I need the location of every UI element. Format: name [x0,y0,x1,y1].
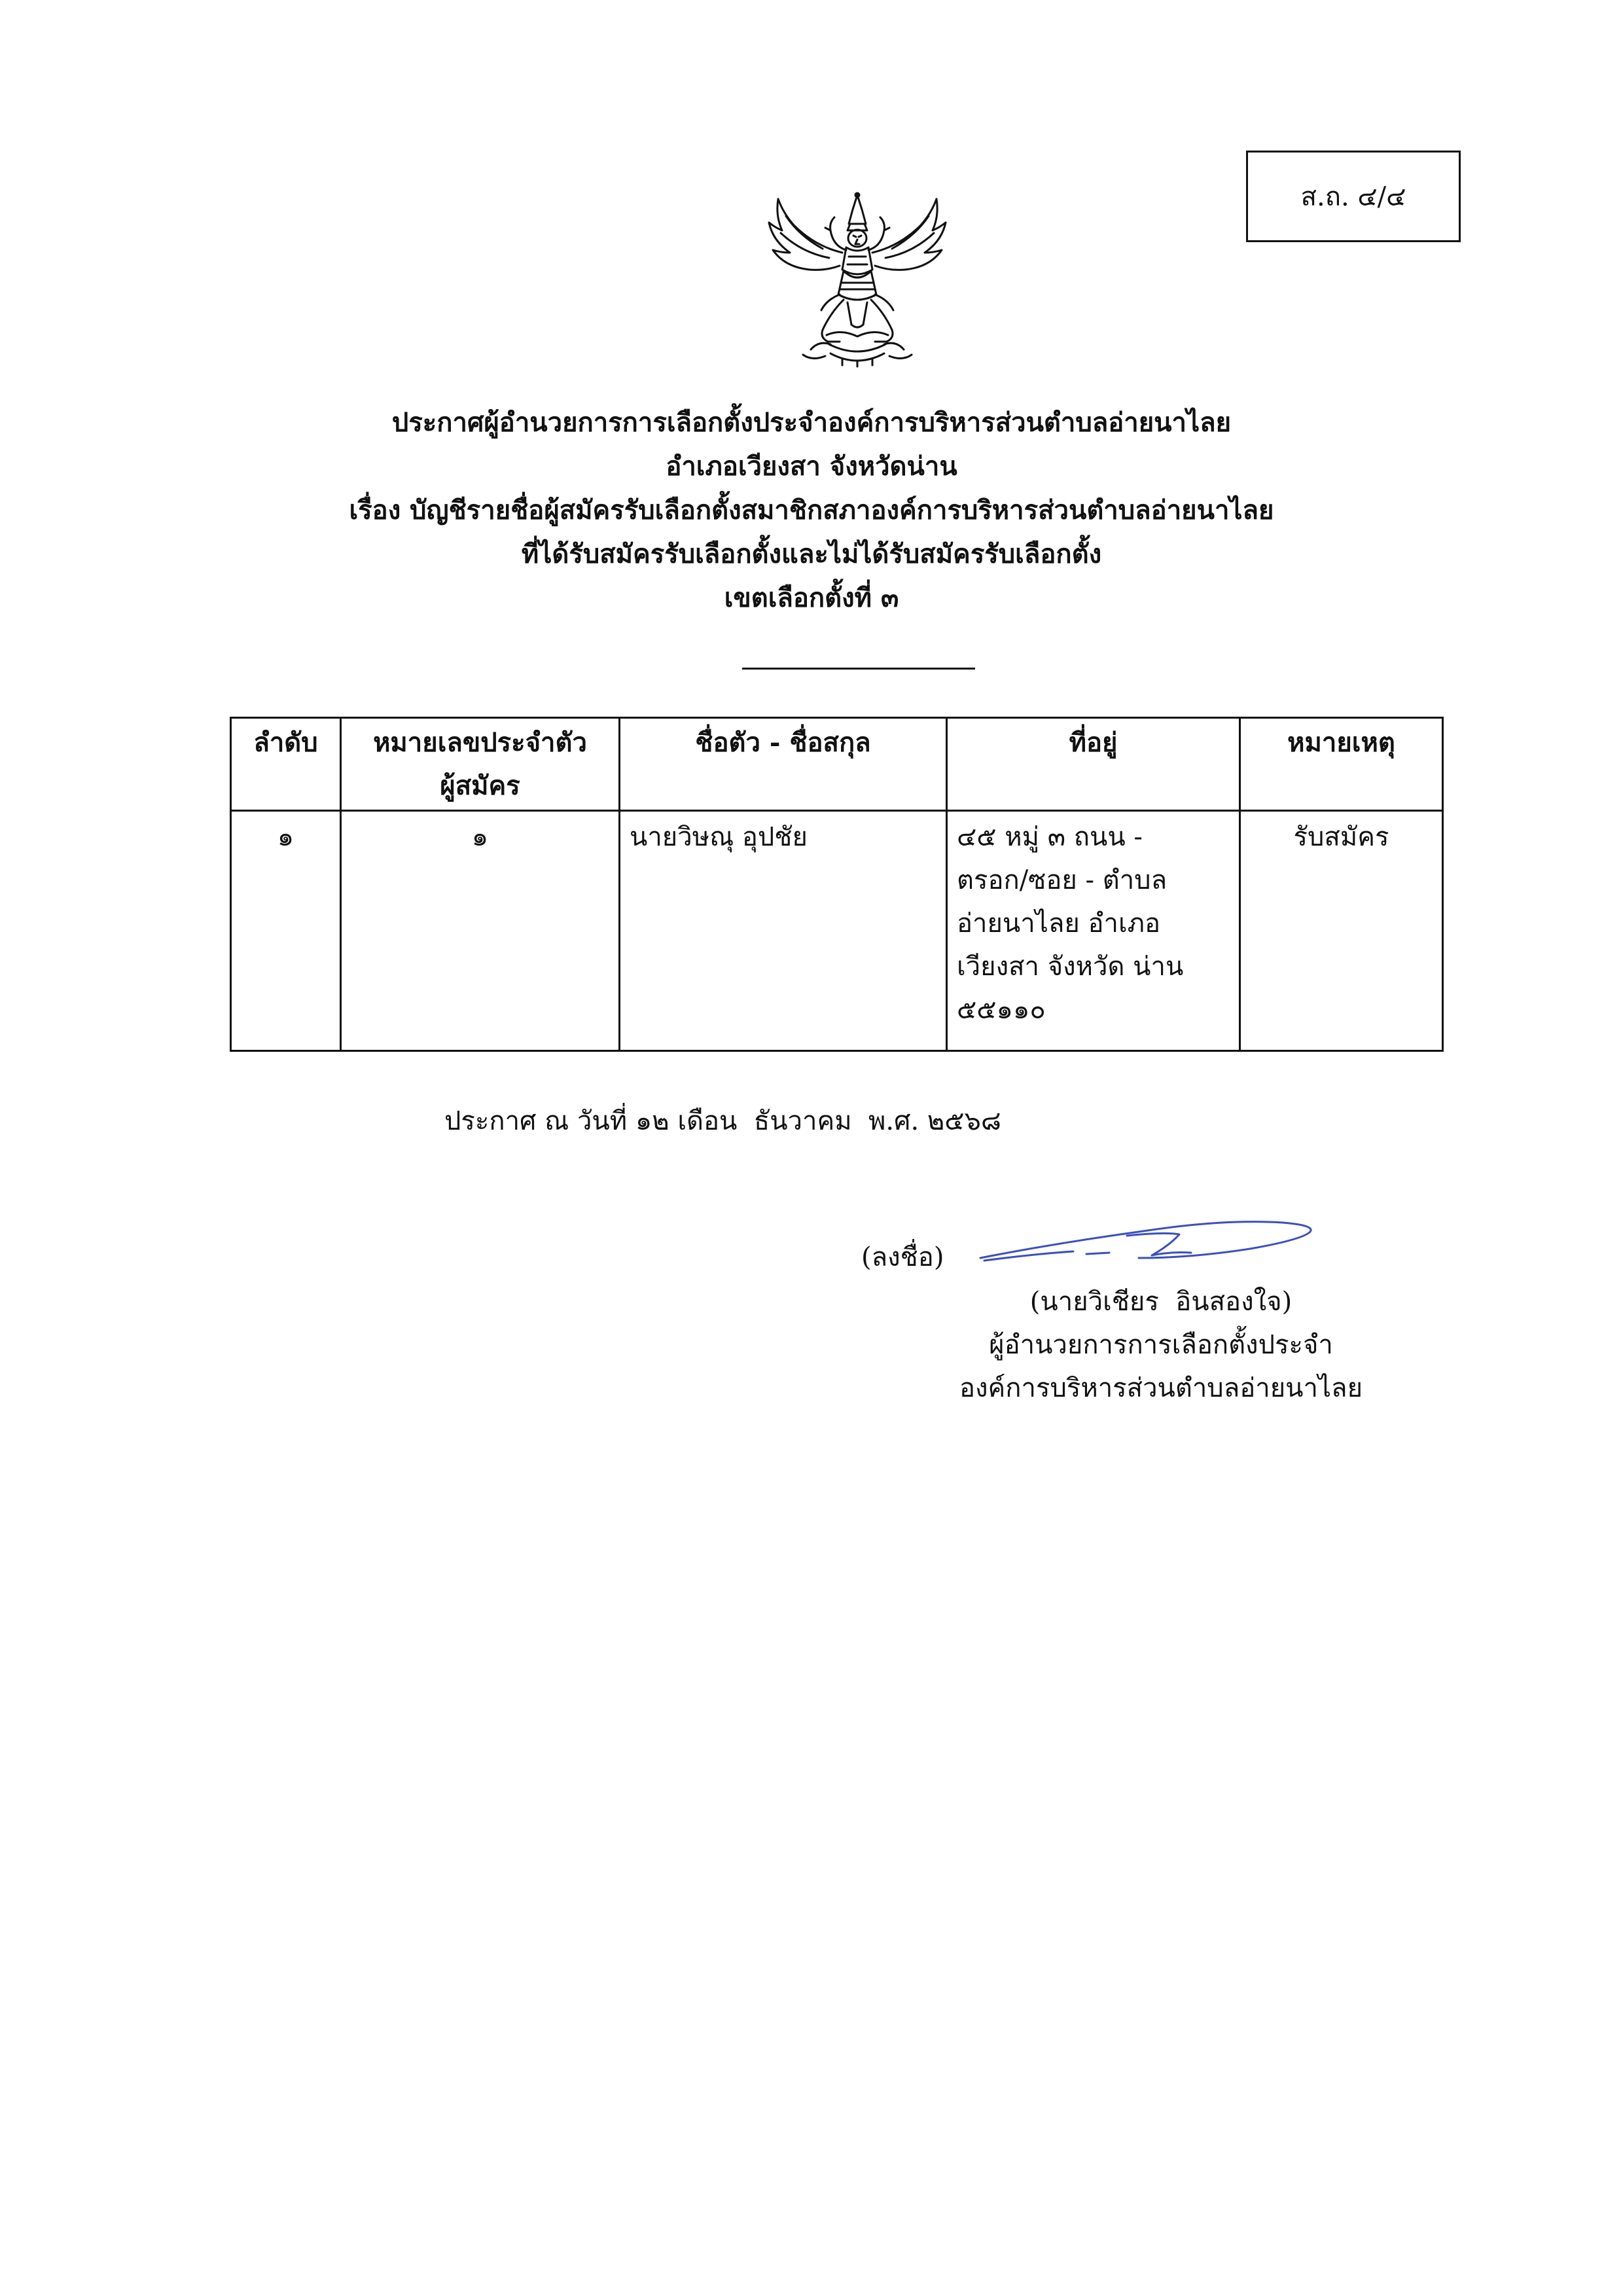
form-code-box [1246,151,1461,242]
header-address: ที่อยู่ [947,718,1240,811]
address-line: ๔๕ หมู่ ๓ ถนน - [957,822,1143,852]
signer-name: (นายวิเชียร อินสองใจ) [1029,1287,1293,1317]
table-header-row [231,718,1443,811]
cell-name: นายวิษณุ อุปชัย [620,811,947,1051]
announcement-heading [249,401,1374,620]
heading-divider [742,668,975,670]
heading-line-1: ประกาศผู้อำนวยการการเลือกตั้งประจำองค์การบริหารส่วนตำบลอ่ายนาไลย [391,407,1232,438]
signer-block [919,1280,1403,1410]
signature-label: (ลงชื่อ) [861,1242,944,1272]
heading-line-2: อำเภอเวียงสา จังหวัดน่าน [666,451,957,482]
address-line: เวียงสา จังหวัด น่าน [957,952,1184,982]
table-row [231,811,1443,1051]
heading-line-5: เขตเลือกตั้งที่ ๓ [724,583,899,613]
address-line: ๕๕๑๑๐ [957,995,1046,1025]
garuda-emblem-icon [762,190,952,368]
heading-line-3: เรื่อง บัญชีรายชื่อผู้สมัครรับเลือกตั้งสมาชิกสภาองค์การบริหารส่วนตำบลอ่ายนาไลย [349,495,1274,526]
header-candidate-number [341,718,620,811]
candidate-table [230,717,1444,1052]
cell-candidate-number: ๑ [341,811,620,1051]
cell-order: ๑ [231,811,341,1051]
header-order: ลำดับ [231,718,341,811]
header-remark: หมายเหตุ [1240,718,1443,811]
cell-remark: รับสมัคร [1240,811,1443,1051]
signer-position-line-2: องค์การบริหารส่วนตำบลอ่ายนาไลย [959,1373,1363,1403]
header-candidate-number-line-2: ผู้สมัคร [440,770,520,801]
header-candidate-number-line-1: หมายเลขประจำตัว [373,727,587,758]
handwritten-signature-icon [975,1206,1319,1278]
signer-position-line-1: ผู้อำนวยการการเลือกตั้งประจำ [989,1330,1333,1360]
cell-address [947,811,1240,1051]
announcement-date: ประกาศ ณ วันที่ ๑๒ เดือน ธันวาคม พ.ศ. ๒๕๖๘ [444,1106,1001,1136]
address-line: ตรอก/ซอย - ตำบล [957,865,1168,895]
address-line: อ่ายนาไลย อำเภอ [957,908,1161,939]
heading-line-4: ที่ได้รับสมัครรับเลือกตั้งและไม่ได้รับสมัครรับเลือกตั้ง [521,539,1102,569]
header-name: ชื่อตัว - ชื่อสกุล [620,718,947,811]
form-code: ส.ถ. ๔/๔ [1300,182,1406,212]
